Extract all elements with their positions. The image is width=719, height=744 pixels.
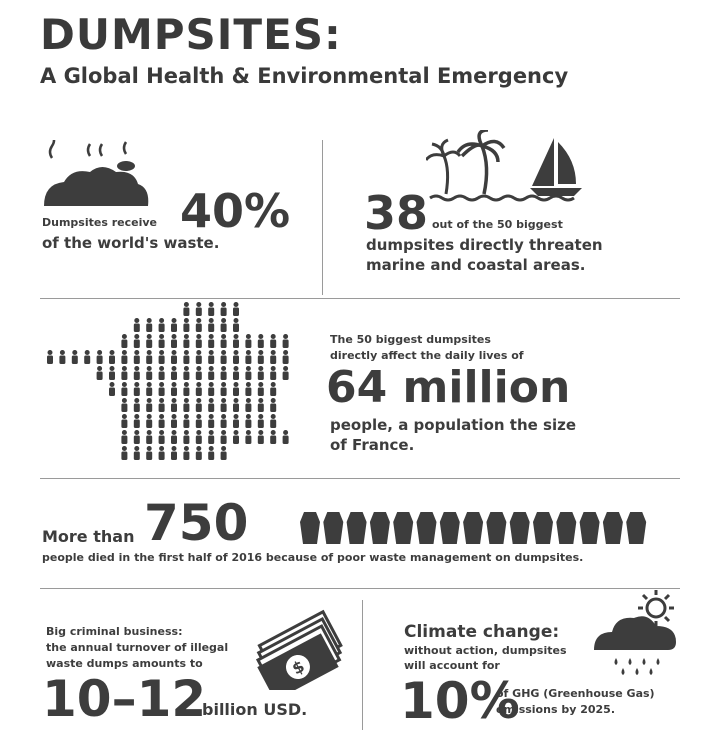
stat-climate-line3: will account for bbox=[404, 659, 500, 672]
page-subtitle: A Global Health & Environmental Emergency bbox=[40, 64, 569, 88]
person-icon bbox=[134, 430, 140, 444]
stat-people-intro-line1: The 50 biggest dumpsites bbox=[330, 333, 491, 346]
person-icon bbox=[159, 430, 165, 444]
person-icon bbox=[183, 334, 189, 348]
person-icon bbox=[171, 366, 177, 380]
person-icon bbox=[109, 382, 115, 396]
person-icon bbox=[258, 334, 264, 348]
person-icon bbox=[270, 350, 276, 364]
person-icon bbox=[72, 350, 78, 364]
person-icon bbox=[97, 366, 103, 380]
person-icon bbox=[183, 430, 189, 444]
coffin-icon bbox=[510, 512, 530, 544]
person-icon bbox=[183, 366, 189, 380]
person-icon bbox=[208, 334, 214, 348]
person-icon bbox=[171, 398, 177, 412]
stat-marine-label: out of the 50 biggest bbox=[432, 218, 563, 231]
person-icon bbox=[221, 414, 227, 428]
person-icon bbox=[146, 446, 152, 460]
person-icon bbox=[171, 414, 177, 428]
person-icon bbox=[283, 350, 289, 364]
coffin-icon bbox=[393, 512, 413, 544]
person-icon bbox=[221, 430, 227, 444]
person-icon bbox=[221, 302, 227, 316]
person-icon bbox=[183, 350, 189, 364]
person-icon bbox=[196, 350, 202, 364]
person-icon bbox=[233, 334, 239, 348]
person-icon bbox=[258, 366, 264, 380]
stat-marine-caption-line2: marine and coastal areas. bbox=[366, 256, 586, 274]
person-icon bbox=[121, 382, 127, 396]
person-icon bbox=[159, 318, 165, 332]
divider-horizontal-2 bbox=[40, 478, 680, 479]
coffin-icon bbox=[556, 512, 576, 544]
person-icon bbox=[258, 398, 264, 412]
person-icon bbox=[258, 350, 264, 364]
people-crowd-icon bbox=[40, 300, 300, 465]
stat-climate-caption-line2: emissions by 2025. bbox=[496, 703, 615, 716]
person-icon bbox=[208, 430, 214, 444]
stat-waste-value: 40% bbox=[180, 184, 291, 238]
person-icon bbox=[183, 414, 189, 428]
person-icon bbox=[196, 398, 202, 412]
divider-vertical-top bbox=[322, 140, 323, 295]
person-icon bbox=[183, 398, 189, 412]
stat-marine-value: 38 bbox=[364, 186, 429, 240]
person-icon bbox=[221, 366, 227, 380]
stat-crime-line1: Big criminal business: bbox=[46, 625, 183, 638]
person-icon bbox=[233, 366, 239, 380]
person-icon bbox=[283, 366, 289, 380]
divider-vertical-bottom bbox=[362, 600, 363, 730]
person-icon bbox=[221, 446, 227, 460]
person-icon bbox=[146, 350, 152, 364]
person-icon bbox=[221, 382, 227, 396]
person-icon bbox=[159, 334, 165, 348]
person-icon bbox=[134, 366, 140, 380]
person-icon bbox=[183, 318, 189, 332]
person-icon bbox=[245, 398, 251, 412]
stat-climate-value: 10% bbox=[400, 672, 520, 730]
coffin-icon bbox=[323, 512, 343, 544]
person-icon bbox=[171, 430, 177, 444]
money-stack-icon bbox=[252, 608, 352, 690]
page-title: DUMPSITES: bbox=[40, 10, 342, 59]
person-icon bbox=[159, 382, 165, 396]
person-icon bbox=[233, 350, 239, 364]
stat-marine-caption-line1: dumpsites directly threaten bbox=[366, 236, 603, 254]
person-icon bbox=[196, 302, 202, 316]
person-icon bbox=[208, 414, 214, 428]
coffin-icon bbox=[626, 512, 646, 544]
person-icon bbox=[109, 366, 115, 380]
person-icon bbox=[283, 430, 289, 444]
person-icon bbox=[196, 446, 202, 460]
person-icon bbox=[233, 398, 239, 412]
person-icon bbox=[270, 398, 276, 412]
person-icon bbox=[159, 446, 165, 460]
person-icon bbox=[146, 366, 152, 380]
coffin-icon bbox=[533, 512, 553, 544]
stat-crime-unit: billion USD. bbox=[202, 700, 308, 719]
person-icon bbox=[270, 366, 276, 380]
person-icon bbox=[245, 414, 251, 428]
storm-cloud-icon bbox=[590, 586, 690, 678]
stat-climate-line2: without action, dumpsites bbox=[404, 644, 567, 657]
person-icon bbox=[84, 350, 90, 364]
person-icon bbox=[121, 350, 127, 364]
stat-people-caption-line1: people, a population the size bbox=[330, 416, 576, 434]
person-icon bbox=[245, 334, 251, 348]
person-icon bbox=[134, 382, 140, 396]
person-icon bbox=[159, 350, 165, 364]
coffin-icon bbox=[417, 512, 437, 544]
person-icon bbox=[270, 414, 276, 428]
person-icon bbox=[258, 414, 264, 428]
coffin-row bbox=[300, 508, 660, 548]
person-icon bbox=[146, 318, 152, 332]
person-icon bbox=[196, 318, 202, 332]
coffin-icon bbox=[580, 512, 600, 544]
coffin-icon bbox=[486, 512, 506, 544]
person-icon bbox=[233, 382, 239, 396]
person-icon bbox=[245, 430, 251, 444]
palm-sailboat-icon bbox=[426, 130, 606, 202]
person-icon bbox=[245, 366, 251, 380]
person-icon bbox=[121, 446, 127, 460]
person-icon bbox=[134, 446, 140, 460]
person-icon bbox=[208, 302, 214, 316]
person-icon bbox=[171, 318, 177, 332]
person-icon bbox=[159, 366, 165, 380]
person-icon bbox=[171, 446, 177, 460]
stat-climate-heading: Climate change: bbox=[404, 622, 560, 642]
person-icon bbox=[221, 334, 227, 348]
person-icon bbox=[134, 398, 140, 412]
person-icon bbox=[121, 366, 127, 380]
person-icon bbox=[221, 318, 227, 332]
person-icon bbox=[233, 318, 239, 332]
person-icon bbox=[245, 382, 251, 396]
stat-deaths-prefix: More than bbox=[42, 527, 135, 546]
person-icon bbox=[183, 382, 189, 396]
person-icon bbox=[159, 414, 165, 428]
person-icon bbox=[196, 414, 202, 428]
stat-deaths-caption: people died in the first half of 2016 because of poor waste management on dumpsites. bbox=[42, 551, 584, 564]
person-icon bbox=[59, 350, 65, 364]
person-icon bbox=[121, 430, 127, 444]
stat-deaths-value: 750 bbox=[144, 494, 249, 552]
person-icon bbox=[171, 382, 177, 396]
person-icon bbox=[208, 382, 214, 396]
person-icon bbox=[270, 382, 276, 396]
person-icon bbox=[283, 334, 289, 348]
person-icon bbox=[196, 366, 202, 380]
person-icon bbox=[134, 414, 140, 428]
svg-text:$: $ bbox=[288, 656, 308, 679]
stat-crime-value: 10–12 bbox=[42, 670, 207, 728]
person-icon bbox=[233, 430, 239, 444]
coffin-icon bbox=[603, 512, 623, 544]
person-icon bbox=[121, 334, 127, 348]
person-icon bbox=[146, 382, 152, 396]
person-icon bbox=[233, 414, 239, 428]
person-icon bbox=[233, 302, 239, 316]
person-icon bbox=[109, 350, 115, 364]
stat-climate-caption-line1: of GHG (Greenhouse Gas) bbox=[496, 687, 655, 700]
person-icon bbox=[146, 334, 152, 348]
person-icon bbox=[208, 318, 214, 332]
coffin-icon bbox=[300, 512, 320, 544]
person-icon bbox=[47, 350, 53, 364]
divider-horizontal-3 bbox=[40, 588, 680, 589]
coffin-icon bbox=[370, 512, 390, 544]
person-icon bbox=[258, 430, 264, 444]
person-icon bbox=[146, 398, 152, 412]
person-icon bbox=[270, 334, 276, 348]
person-icon bbox=[258, 382, 264, 396]
person-icon bbox=[146, 430, 152, 444]
person-icon bbox=[245, 350, 251, 364]
divider-horizontal-1 bbox=[40, 298, 680, 299]
person-icon bbox=[270, 430, 276, 444]
person-icon bbox=[134, 334, 140, 348]
person-icon bbox=[196, 430, 202, 444]
person-icon bbox=[134, 350, 140, 364]
person-icon bbox=[97, 350, 103, 364]
coffin-icon bbox=[463, 512, 483, 544]
person-icon bbox=[196, 334, 202, 348]
person-icon bbox=[159, 398, 165, 412]
stat-people-value: 64 million bbox=[326, 362, 571, 413]
person-icon bbox=[121, 398, 127, 412]
coffin-icon bbox=[347, 512, 367, 544]
person-icon bbox=[208, 366, 214, 380]
garbage-pile-icon bbox=[42, 140, 152, 212]
person-icon bbox=[221, 398, 227, 412]
coffin-icon bbox=[440, 512, 460, 544]
person-icon bbox=[221, 350, 227, 364]
stat-people-intro-line2: directly affect the daily lives of bbox=[330, 349, 524, 362]
person-icon bbox=[183, 302, 189, 316]
stat-crime-line2: the annual turnover of illegal bbox=[46, 641, 229, 654]
person-icon bbox=[134, 318, 140, 332]
person-icon bbox=[208, 350, 214, 364]
stat-crime-line3: waste dumps amounts to bbox=[46, 657, 203, 670]
person-icon bbox=[171, 334, 177, 348]
stat-waste-caption: of the world's waste. bbox=[42, 234, 220, 252]
person-icon bbox=[183, 446, 189, 460]
person-icon bbox=[208, 446, 214, 460]
person-icon bbox=[146, 414, 152, 428]
person-icon bbox=[208, 398, 214, 412]
stat-waste-label: Dumpsites receive bbox=[42, 216, 157, 229]
person-icon bbox=[121, 414, 127, 428]
stat-people-caption-line2: of France. bbox=[330, 436, 415, 454]
person-icon bbox=[196, 382, 202, 396]
person-icon bbox=[171, 350, 177, 364]
